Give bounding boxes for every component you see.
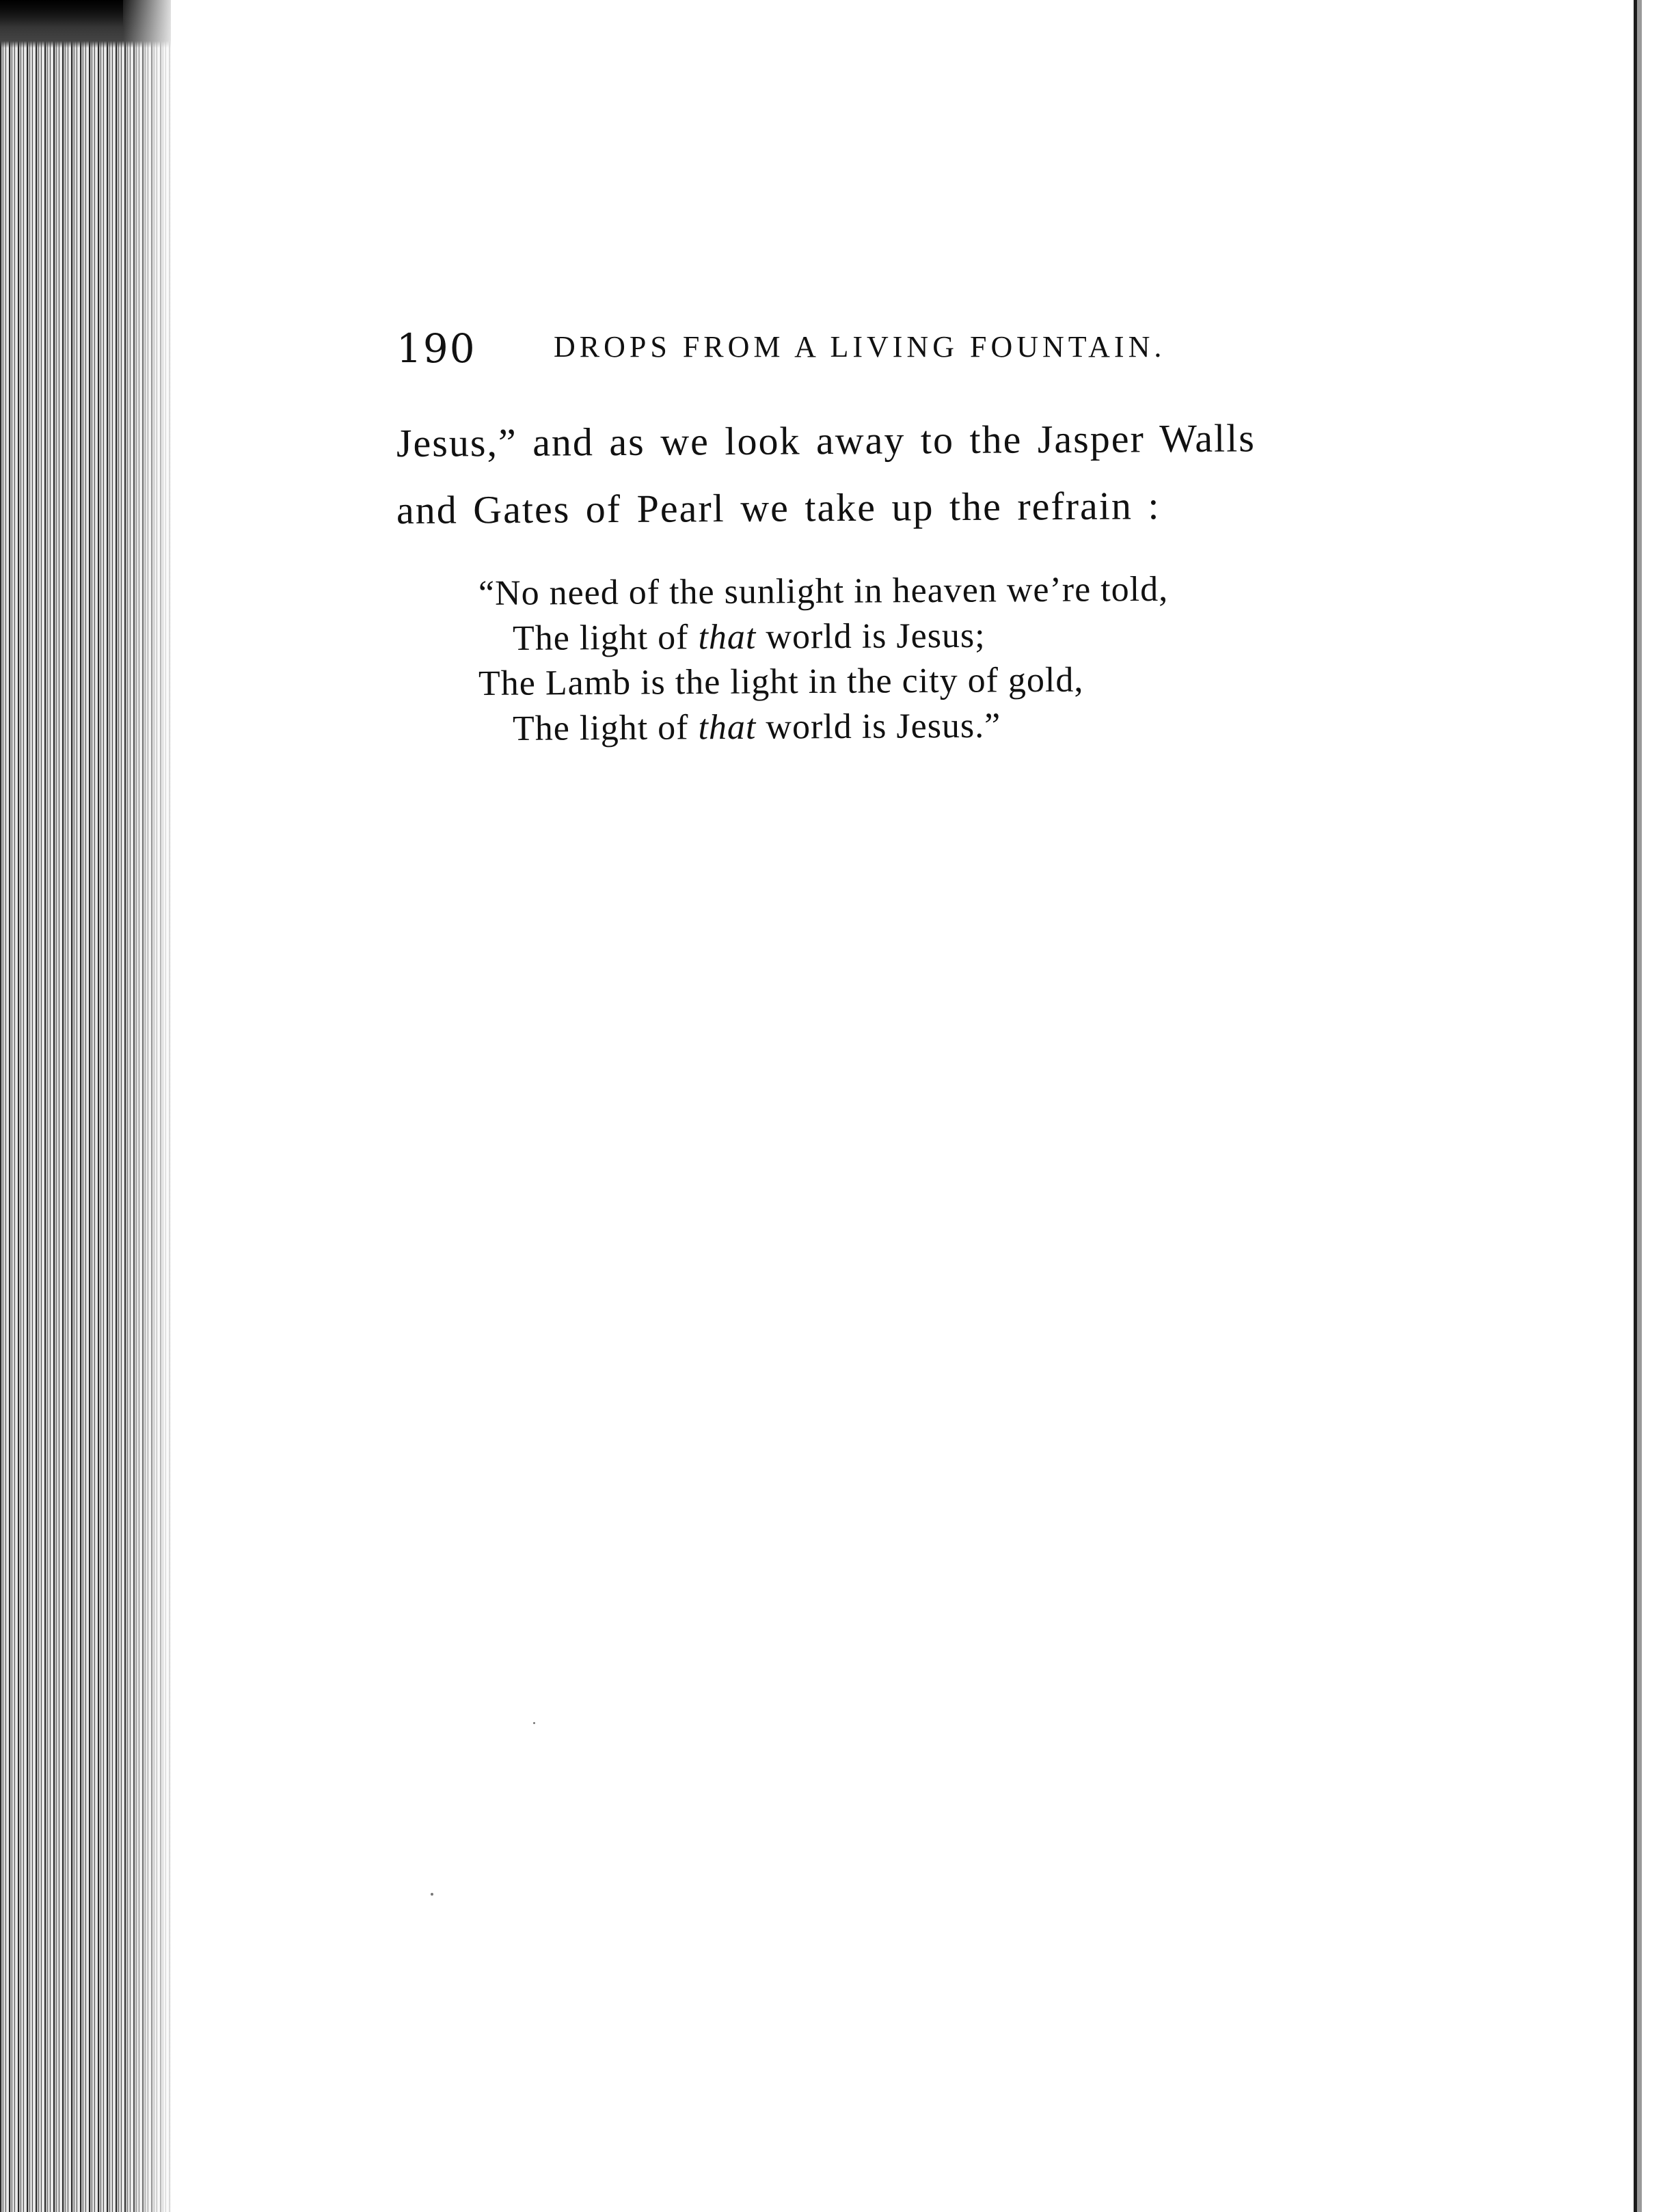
running-title: DROPS FROM A LIVING FOUNTAIN.	[554, 330, 1166, 364]
poem-text: world is Jesus;	[756, 616, 986, 657]
binding-edge	[1628, 0, 1676, 2212]
poem-emphasis: that	[698, 707, 757, 748]
poem-text: The light of	[512, 618, 699, 658]
corner-shadow	[0, 0, 123, 27]
poem-line	[513, 700, 1504, 752]
poem-quotation	[478, 571, 1504, 752]
prose-line: Jesus,” and as we look away to the Jasper Walls	[396, 415, 1256, 465]
poem-line: “No need of the sunlight in heaven we’re told,	[478, 569, 1169, 613]
page-number: 190	[396, 325, 476, 372]
poem-line: The Lamb is the light in the city of gold,	[478, 660, 1084, 703]
poem-line	[513, 610, 1504, 661]
poem-text: The light of	[512, 708, 699, 748]
running-head	[396, 325, 1449, 373]
page-body	[171, 0, 1627, 2212]
paper-speck	[533, 1722, 535, 1724]
paper-speck	[431, 1893, 433, 1896]
prose-line: and Gates of Pearl we take up the refrain :	[396, 483, 1161, 532]
poem-text: world is Jesus.”	[756, 706, 1001, 747]
prose-paragraph	[396, 410, 1463, 544]
poem-emphasis: that	[698, 617, 757, 657]
book-fore-edge	[0, 0, 171, 2212]
